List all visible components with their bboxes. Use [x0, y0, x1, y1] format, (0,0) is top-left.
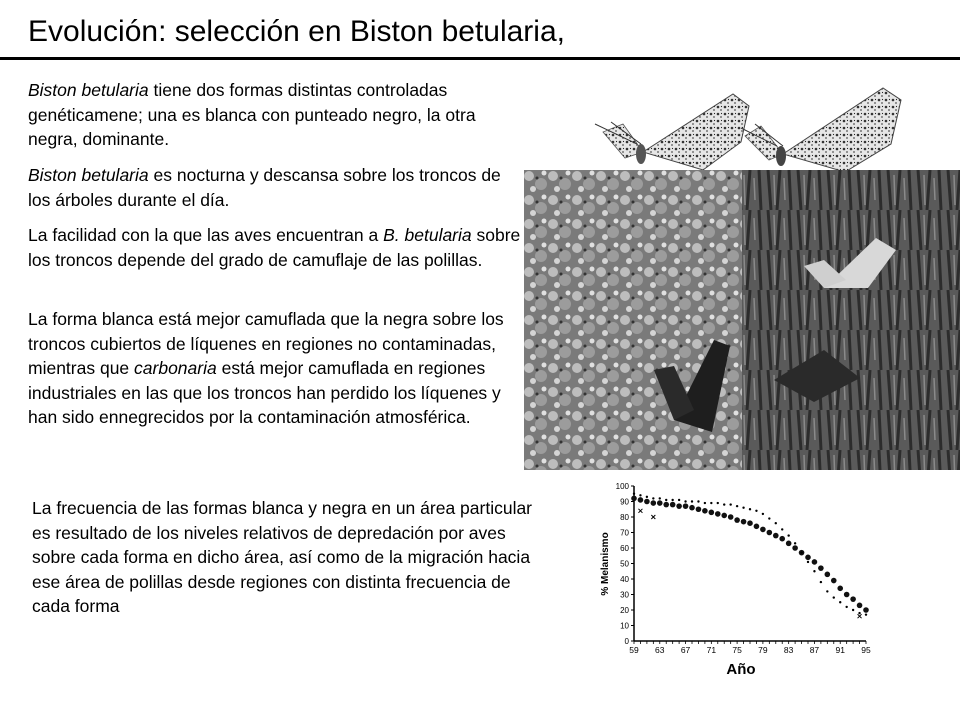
- data-point-circle: [651, 500, 657, 506]
- y-tick-label: 70: [620, 528, 629, 538]
- data-point-dot: [710, 502, 712, 504]
- x-tick-label: 59: [629, 645, 639, 655]
- data-point-circle: [792, 545, 798, 551]
- data-point-circle: [670, 502, 676, 508]
- y-tick-label: 30: [620, 590, 629, 600]
- y-tick-label: 10: [620, 621, 629, 631]
- y-axis-label: % Melanismo: [600, 532, 611, 596]
- data-point-circle: [747, 520, 753, 526]
- melanism-chart: [590, 478, 890, 678]
- data-point-x: [858, 614, 862, 618]
- x-tick-label: 95: [861, 645, 871, 655]
- paragraph-forms: [28, 78, 528, 152]
- data-point-dot: [865, 613, 867, 615]
- moth-light-form: [595, 94, 749, 170]
- paragraph-pollution: [28, 307, 528, 430]
- data-point-dot: [646, 496, 648, 498]
- data-point-dot: [678, 499, 680, 501]
- data-point-dot: [633, 493, 635, 495]
- data-point-circle: [767, 530, 773, 536]
- moth-forms-illustration: [583, 84, 943, 176]
- data-point-x: [638, 509, 642, 513]
- data-point-dot: [729, 503, 731, 505]
- x-tick-label: 87: [809, 645, 820, 655]
- data-point-circle: [773, 533, 779, 539]
- data-point-dot: [845, 606, 847, 608]
- data-point-dot: [768, 517, 770, 519]
- trunk-drawing: [524, 170, 960, 470]
- data-point-dot: [736, 505, 738, 507]
- data-point-circle: [741, 519, 747, 525]
- data-point-circle: [715, 511, 721, 517]
- data-point-dot: [665, 499, 667, 501]
- data-point-circle: [844, 592, 850, 598]
- data-point-circle: [857, 603, 863, 609]
- paragraph-text: es nocturna y descansa sobre los troncos de los árboles durante el día.: [28, 165, 501, 210]
- page-title: Evolución: selección en Biston betularia,: [28, 15, 565, 48]
- data-point-circle: [638, 497, 644, 503]
- chart-points: [631, 493, 869, 619]
- y-tick-label: 100: [615, 482, 629, 491]
- data-point-dot: [755, 510, 757, 512]
- data-point-circle: [689, 505, 695, 511]
- data-point-dot: [691, 500, 693, 502]
- data-point-circle: [644, 499, 650, 505]
- paragraph-camouflage: [28, 223, 528, 272]
- data-point-circle: [683, 503, 689, 509]
- data-point-circle: [825, 572, 831, 578]
- x-tick-label: 91: [835, 645, 845, 655]
- data-point-dot: [749, 508, 751, 510]
- data-point-dot: [717, 502, 719, 504]
- data-point-dot: [697, 500, 699, 502]
- y-tick-label: 0: [624, 637, 629, 646]
- title-underline: [0, 57, 960, 60]
- paragraph-text: La forma blanca está mejor camuflada que la negra sobre los troncos cubiertos de líquenes en regiones no contaminadas, mientras que: [28, 309, 504, 378]
- data-point-dot: [787, 534, 789, 536]
- x-tick-label: 83: [783, 645, 794, 655]
- data-point-circle: [805, 555, 811, 561]
- data-point-x: [651, 515, 655, 519]
- data-point-dot: [684, 500, 686, 502]
- data-point-dot: [807, 561, 809, 563]
- paragraph-nocturnal: [28, 163, 528, 212]
- x-tick-label: 71: [706, 645, 717, 655]
- data-point-circle: [631, 496, 637, 502]
- species-name: Biston betularia: [28, 165, 149, 185]
- data-point-circle: [734, 517, 740, 523]
- data-point-circle: [786, 541, 792, 547]
- y-tick-label: 40: [620, 575, 629, 584]
- data-point-circle: [831, 578, 837, 584]
- data-point-dot: [775, 522, 777, 524]
- form-name: carbonaria: [134, 358, 217, 378]
- paragraph-text: tiene dos formas distintas controladas genéticamene; una es blanca con punteado negro, la otra negra, dominante.: [28, 80, 476, 149]
- paragraph-text: está mejor camuflada en regiones industriales en las que los troncos han perdido los líquenes y han sido ennegrecidos por la contaminación atmosférica.: [28, 358, 501, 427]
- data-point-dot: [639, 494, 641, 496]
- data-point-dot: [723, 503, 725, 505]
- data-point-circle: [702, 508, 708, 514]
- x-tick-label: 79: [758, 645, 768, 655]
- data-point-dot: [742, 507, 744, 509]
- data-point-dot: [659, 497, 661, 499]
- x-axis-label: Año: [726, 661, 756, 678]
- data-point-dot: [820, 581, 822, 583]
- data-point-circle: [837, 586, 843, 592]
- data-point-circle: [863, 607, 869, 613]
- paragraph-frequency: La frecuencia de las formas blanca y negra en un área particular es resultado de los niveles relativos de depredación por aves sobre cada forma en dicho área, así como de la migración hacia ese área de polillas desde regiones con distinta frecuencia de cada forma: [32, 498, 533, 616]
- paragraph-text: La facilidad con la que las aves encuentran a: [28, 225, 384, 245]
- x-tick-label: 67: [680, 645, 691, 655]
- data-point-dot: [762, 513, 764, 515]
- species-name: Biston betularia: [28, 80, 149, 100]
- data-point-circle: [754, 524, 760, 530]
- data-point-circle: [728, 514, 734, 520]
- data-point-dot: [833, 596, 835, 598]
- data-point-circle: [657, 500, 663, 506]
- x-tick-label: 63: [655, 645, 665, 655]
- data-point-circle: [818, 565, 824, 571]
- x-axis-ticks: [629, 641, 871, 655]
- data-point-dot: [826, 590, 828, 592]
- data-point-circle: [676, 503, 682, 509]
- data-point-dot: [652, 497, 654, 499]
- y-axis-ticks: [616, 482, 634, 646]
- y-tick-label: 20: [620, 606, 629, 615]
- data-point-circle: [850, 596, 856, 602]
- data-point-circle: [812, 559, 818, 565]
- data-point-dot: [781, 528, 783, 530]
- darkened-trunk: [742, 170, 960, 470]
- data-point-dot: [813, 570, 815, 572]
- data-point-circle: [696, 506, 702, 512]
- data-point-dot: [794, 542, 796, 544]
- data-point-dot: [671, 499, 673, 501]
- tree-trunk-photo: [524, 170, 960, 470]
- data-point-circle: [721, 513, 727, 519]
- y-tick-label: 80: [620, 513, 629, 522]
- data-point-circle: [709, 510, 715, 516]
- data-point-dot: [839, 601, 841, 603]
- data-point-circle: [760, 527, 766, 533]
- data-point-dot: [704, 502, 706, 504]
- x-tick-label: 75: [732, 645, 742, 655]
- y-tick-label: 60: [620, 544, 629, 553]
- data-point-dot: [858, 612, 860, 614]
- y-tick-label: 50: [620, 559, 629, 569]
- data-point-dot: [800, 551, 802, 553]
- data-point-circle: [779, 536, 785, 542]
- paragraph-text: sobre los troncos depende del grado de camuflaje de las polillas.: [28, 225, 521, 270]
- species-name: B. betularia: [383, 225, 472, 245]
- data-point-circle: [663, 502, 669, 508]
- data-point-dot: [852, 609, 854, 611]
- moth-drawing: [583, 84, 943, 176]
- y-tick-label: 90: [620, 497, 629, 507]
- moth-second-form: [741, 88, 901, 172]
